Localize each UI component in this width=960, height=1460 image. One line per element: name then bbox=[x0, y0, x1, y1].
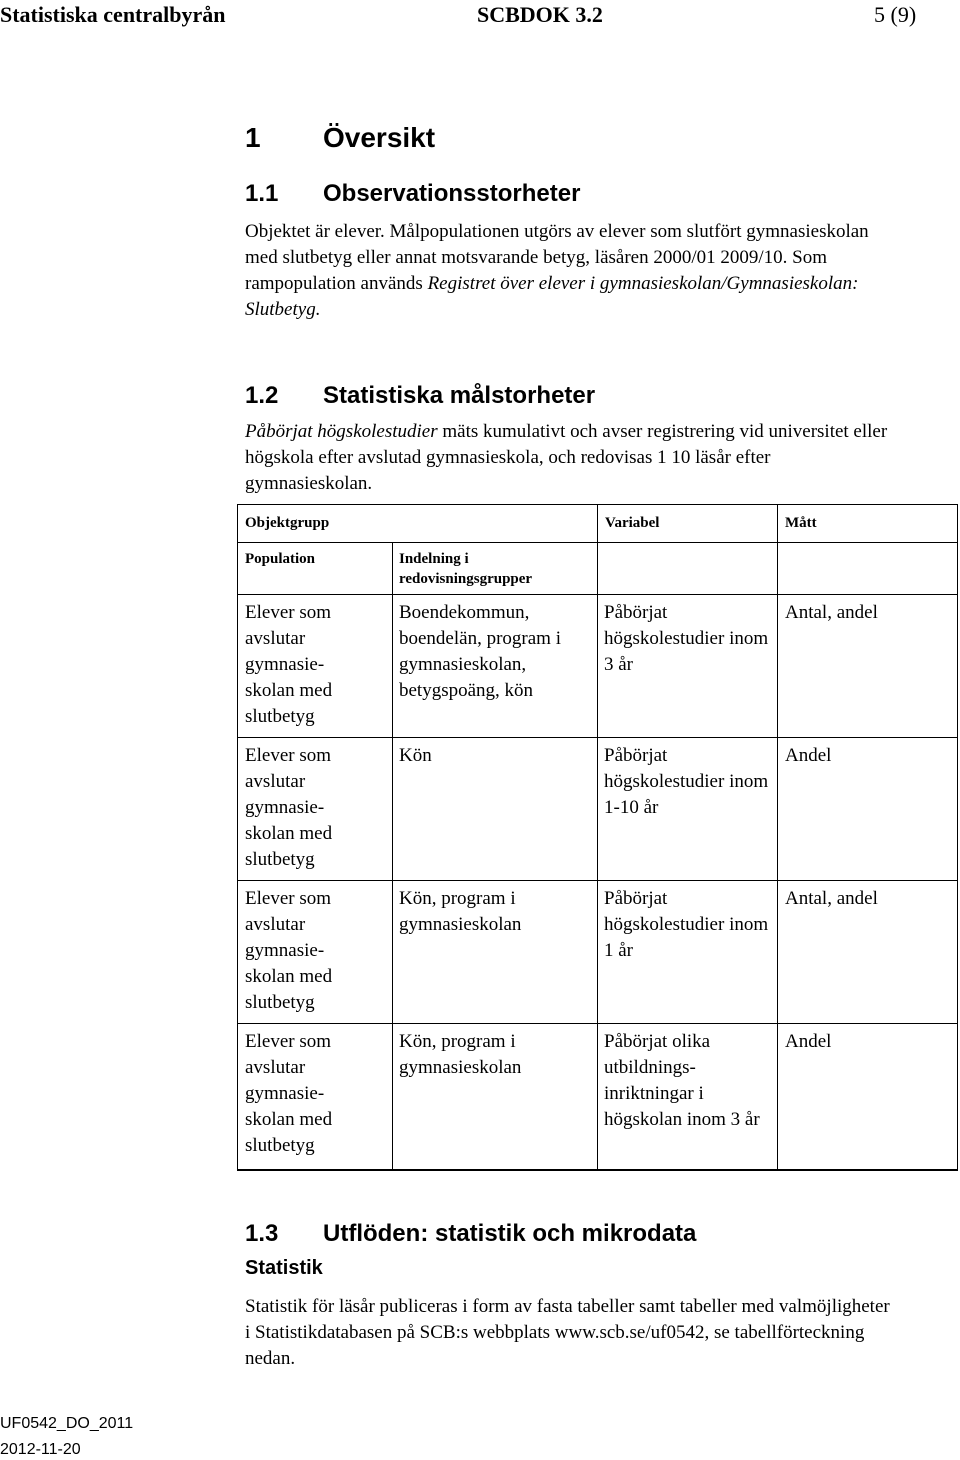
footer-code: UF0542_DO_2011 bbox=[0, 1415, 134, 1432]
section-number: 1.3 bbox=[245, 1220, 279, 1247]
table-divider bbox=[597, 504, 598, 542]
measure-name: Påbörjat högskolestudier bbox=[245, 421, 438, 442]
section-1-3-heading bbox=[245, 1220, 696, 1248]
page-header bbox=[0, 2, 960, 36]
cell-population: Elever som avslutar gymnasie-skolan med slutbetyg bbox=[245, 888, 333, 1013]
cell-indelning: Kön, program i gymnasieskolan bbox=[399, 1031, 522, 1078]
document-id: SCBDOK 3.2 bbox=[477, 2, 603, 27]
section-1-2-heading bbox=[245, 382, 595, 410]
header-population: Population bbox=[245, 551, 316, 567]
section-1-heading bbox=[245, 122, 435, 154]
section-number: 1.2 bbox=[245, 382, 279, 409]
table-divider bbox=[597, 542, 598, 1171]
header-indelning: Indelning i redovisningsgrupper bbox=[399, 551, 533, 587]
statistics-table bbox=[237, 504, 958, 1171]
section-1-2-paragraph bbox=[245, 419, 895, 497]
section-title: Statistiska målstorheter bbox=[323, 382, 596, 409]
cell-matt: Andel bbox=[785, 1031, 832, 1052]
cell-matt: Andel bbox=[785, 745, 832, 766]
table-border-left bbox=[237, 504, 238, 1171]
cell-variabel: Påbörjat högskolestudier inom 1-10 år bbox=[604, 745, 769, 818]
section-title: Utflöden: statistik och mikrodata bbox=[323, 1220, 697, 1247]
section-title: Observationsstorheter bbox=[323, 180, 581, 207]
footer-date: 2012-11-20 bbox=[0, 1441, 81, 1458]
paragraph-text: Objektet är elever. Målpopulationen utgörs av elever som slutfört gymnasieskolan med slutbetyg eller annat motsvarande betyg, läsåren 2000/01 2009/10. Som rampopulation används bbox=[245, 221, 869, 294]
section-1-3-paragraph: Statistik för läsår publiceras i form av fasta tabeller samt tabeller med valmöjligheter i Statistikdatabasen på SCB:s webbplats www.scb.se/uf0542, se tabellförteckning nedan. bbox=[245, 1296, 890, 1369]
page-number: 5 (9) bbox=[874, 2, 917, 27]
organization-name: Statistiska centralbyrån bbox=[0, 2, 226, 27]
paragraph-text: mäts kumulativt och avser registrering vid universitet eller högskola efter avslutad gymnasieskola, och redovisas 1 10 läsår efter gymnasieskolan. bbox=[245, 421, 888, 494]
cell-population: Elever som avslutar gymnasie-skolan med slutbetyg bbox=[245, 602, 333, 727]
cell-population: Elever som avslutar gymnasie-skolan med slutbetyg bbox=[245, 745, 333, 870]
cell-indelning: Boendekommun, boendelän, program i gymnasieskolan, betygspoäng, kön bbox=[399, 602, 561, 701]
cell-indelning: Kön bbox=[399, 745, 432, 766]
cell-indelning: Kön, program i gymnasieskolan bbox=[399, 888, 522, 935]
table-border-right bbox=[957, 504, 958, 1171]
header-variabel: Variabel bbox=[605, 515, 660, 531]
register-name: Registret över elever i gymnasieskolan/Gymnasieskolan: Slutbetyg. bbox=[245, 273, 859, 320]
header-objektgrupp: Objektgrupp bbox=[245, 515, 330, 531]
section-number: 1.1 bbox=[245, 180, 279, 207]
cell-variabel: Påbörjat högskolestudier inom 1 år bbox=[604, 888, 769, 961]
cell-population: Elever som avslutar gymnasie-skolan med slutbetyg bbox=[245, 1031, 333, 1156]
subheading-statistik: Statistik bbox=[245, 1257, 323, 1279]
section-number: 1 bbox=[245, 122, 261, 153]
cell-variabel: Påbörjat högskolestudier inom 3 år bbox=[604, 602, 769, 675]
table-divider bbox=[392, 542, 393, 1171]
section-1-1-heading bbox=[245, 180, 580, 208]
cell-variabel: Påbörjat olika utbildnings-inriktningar i högskolan inom 3 år bbox=[604, 1031, 760, 1130]
table-divider bbox=[777, 542, 778, 1171]
header-matt: Mått bbox=[785, 515, 817, 531]
table-divider bbox=[777, 504, 778, 542]
cell-matt: Antal, andel bbox=[785, 888, 878, 909]
section-title: Översikt bbox=[323, 122, 436, 153]
section-1-1-paragraph bbox=[245, 219, 895, 323]
cell-matt: Antal, andel bbox=[785, 602, 878, 623]
